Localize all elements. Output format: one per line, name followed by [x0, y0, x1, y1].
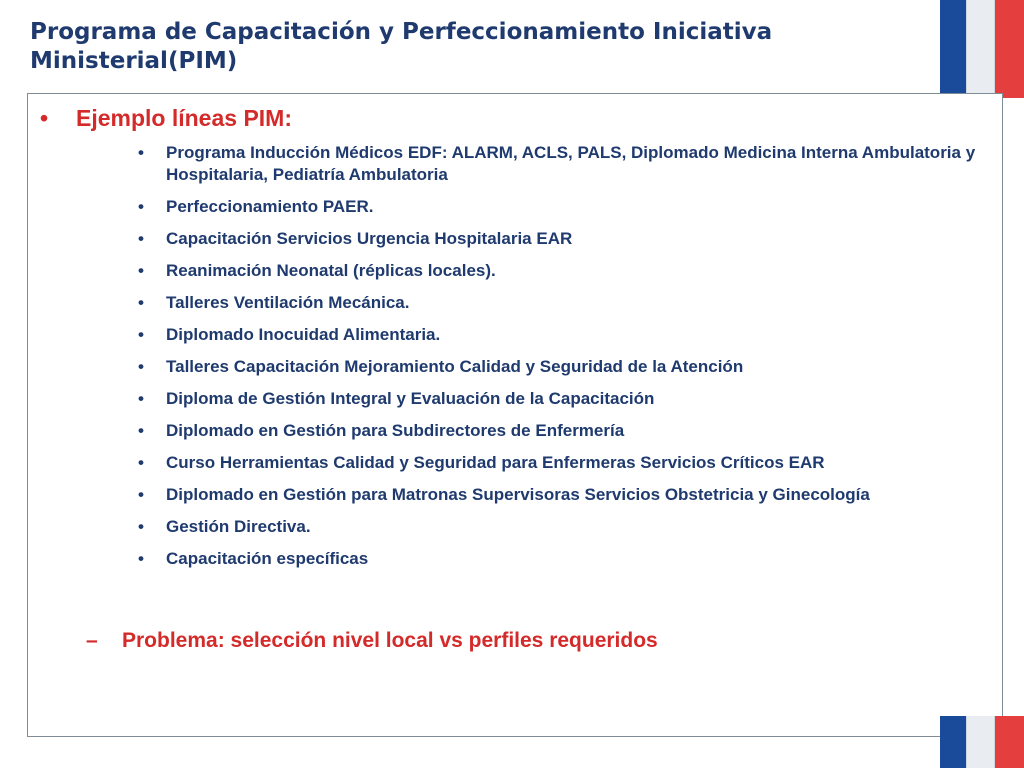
bullet-icon: •: [138, 197, 144, 216]
list-item: [138, 196, 988, 218]
slide-title: Programa de Capacitación y Perfeccionamiento Iniciativa Ministerial(PIM): [30, 19, 773, 74]
bullet-icon: •: [138, 143, 144, 162]
list-item-text: Diplomado en Gestión para Matronas Supervisoras Servicios Obstetricia y Ginecología: [166, 485, 870, 504]
deco-bar-blue: [940, 0, 966, 98]
list-item: [138, 452, 988, 474]
corner-decoration-bottom: [940, 716, 1024, 768]
pim-lines-list: [138, 142, 988, 580]
content-box: [27, 93, 1003, 737]
deco-bar-white: [966, 0, 994, 98]
bullet-icon: •: [138, 517, 144, 536]
problem-note: [86, 629, 658, 653]
list-item: [138, 228, 988, 250]
list-item-text: Talleres Capacitación Mejoramiento Calidad y Seguridad de la Atención: [166, 357, 744, 376]
bullet-icon: •: [138, 389, 144, 408]
list-item: [138, 516, 988, 538]
list-item: [138, 260, 988, 282]
list-item: [138, 356, 988, 378]
list-item-text: Talleres Ventilación Mecánica.: [166, 293, 410, 312]
list-item-text: Diplomado Inocuidad Alimentaria.: [166, 325, 441, 344]
bullet-icon: •: [138, 229, 144, 248]
bullet-icon: •: [138, 421, 144, 440]
list-item-text: Capacitación Servicios Urgencia Hospitalaria EAR: [166, 229, 573, 248]
list-item-text: Curso Herramientas Calidad y Seguridad para Enfermeras Servicios Críticos EAR: [166, 453, 825, 472]
bullet-icon: •: [138, 261, 144, 280]
bullet-icon: •: [138, 485, 144, 504]
corner-decoration-top: [940, 0, 1024, 98]
list-item: [138, 292, 988, 314]
bullet-icon: •: [40, 105, 49, 131]
list-item-text: Perfeccionamiento PAER.: [166, 197, 374, 216]
list-item-text: Programa Inducción Médicos EDF: ALARM, ACLS, PALS, Diplomado Medicina Interna Ambulatoria y Hospitalaria, Pediatría Ambulatoria: [166, 143, 976, 184]
deco-bar-red: [995, 0, 1024, 98]
list-item-text: Diploma de Gestión Integral y Evaluación de la Capacitación: [166, 389, 655, 408]
dash-icon: –: [86, 629, 98, 652]
list-item: [138, 548, 988, 570]
bullet-icon: •: [138, 453, 144, 472]
problem-text: Problema: selección nivel local vs perfiles requeridos: [122, 629, 658, 652]
bullet-icon: •: [138, 549, 144, 568]
deco-bar-red: [995, 716, 1024, 768]
deco-bar-blue: [940, 716, 966, 768]
bullet-icon: •: [138, 325, 144, 344]
list-item-text: Diplomado en Gestión para Subdirectores de Enfermería: [166, 421, 625, 440]
bullet-icon: •: [138, 357, 144, 376]
main-bullet-text: Ejemplo líneas PIM:: [76, 105, 292, 131]
deco-bar-white: [966, 716, 994, 768]
main-bullet: [40, 105, 292, 132]
list-item: [138, 388, 988, 410]
list-item: [138, 324, 988, 346]
list-item: [138, 484, 988, 506]
list-item-text: Reanimación Neonatal (réplicas locales).: [166, 261, 496, 280]
list-item-text: Capacitación específicas: [166, 549, 369, 568]
bullet-icon: •: [138, 293, 144, 312]
list-item: [138, 420, 988, 442]
list-item: [138, 142, 988, 186]
list-item-text: Gestión Directiva.: [166, 517, 311, 536]
